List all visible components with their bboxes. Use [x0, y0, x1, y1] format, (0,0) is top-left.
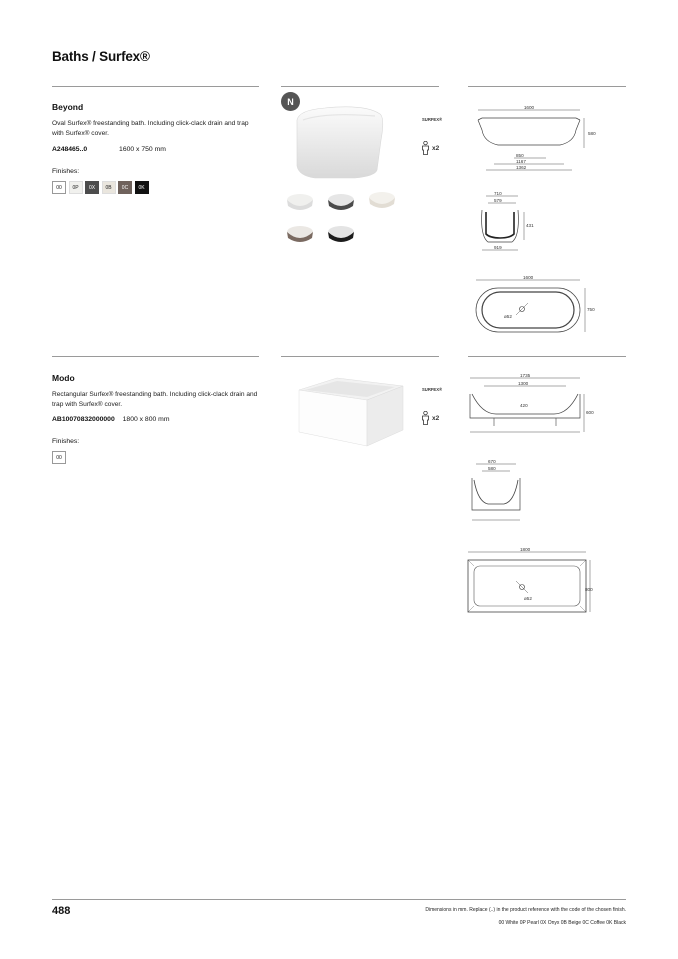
divider: [468, 356, 626, 357]
dim-top-drain: ø52: [504, 314, 512, 319]
capacity-indicator: [421, 411, 439, 425]
capacity-indicator: [421, 141, 439, 155]
product-description: Oval Surfex® freestanding bath. Including click-clack drain and trap with Surfex® cover.: [52, 120, 249, 137]
material-label: SURFEX®: [422, 387, 443, 392]
finish-swatch-pearl: 0P: [69, 181, 83, 194]
dim-top-length: 1600: [523, 275, 534, 280]
product-name: Beyond: [52, 102, 84, 112]
dim-side-base: 919: [494, 245, 502, 250]
dim-side-w2: 579: [494, 198, 502, 203]
product-reference: AB10070832000000: [52, 416, 115, 423]
product-size: 1800 x 800 mm: [122, 416, 170, 423]
finish-swatch-white: 00: [52, 451, 66, 464]
finish-swatch-beige: 0B: [102, 181, 116, 194]
modo-product-photo: [295, 372, 407, 450]
divider: [52, 356, 259, 357]
capacity-count: x2: [432, 414, 440, 422]
divider: [52, 86, 259, 87]
dim-side-w2: 580: [488, 466, 496, 471]
person-icon: [421, 411, 430, 425]
dim-side-height: 431: [526, 223, 534, 228]
dim-top-width: 800: [585, 587, 593, 592]
finish-legend: 00 White 0P Pearl 0X Onyx 0B Beige 0C Coffee 0K Black: [498, 920, 626, 926]
divider: [281, 86, 439, 87]
dim-front-d3: 1362: [516, 165, 527, 170]
finishes-label: Finishes:: [52, 438, 80, 445]
product-description: Rectangular Surfex® freestanding bath. Including click-clack drain and trap with Surfex® cover.: [52, 391, 258, 408]
finish-swatch-coffee: 0C: [118, 181, 132, 194]
modo-technical-drawing: [464, 370, 598, 620]
footer-divider: [52, 899, 626, 900]
dim-front-height: 600: [586, 410, 594, 415]
product-reference-row: [52, 146, 166, 153]
person-icon: [421, 141, 430, 155]
dim-side-w1: 670: [488, 459, 496, 464]
finish-swatch-black: 0K: [135, 181, 149, 194]
dim-front-d2: 1167: [516, 159, 526, 164]
dim-front-total: 1735: [520, 373, 531, 378]
dim-side-w1: 710: [494, 191, 502, 196]
dim-top-length: 1800: [520, 547, 531, 552]
product-size: 1600 x 750 mm: [119, 146, 166, 153]
dim-top-drain: ø52: [524, 596, 532, 601]
beyond-technical-drawing: [468, 100, 598, 340]
dim-front-height: 580: [588, 131, 596, 136]
product-name: Modo: [52, 373, 75, 383]
new-badge: N: [281, 92, 300, 111]
finish-swatches: [52, 451, 66, 464]
dim-front-d1: 850: [516, 153, 524, 158]
dim-front-total: 1600: [523, 105, 535, 110]
dim-front-mid: 420: [520, 403, 528, 408]
dim-top-width: 750: [587, 307, 595, 312]
page-title: Baths / Surfex®: [52, 49, 150, 64]
finishes-label: Finishes:: [52, 168, 80, 175]
beyond-product-photo: [285, 100, 410, 250]
finish-swatch-white: 00: [52, 181, 66, 194]
page-number: 488: [52, 905, 71, 917]
capacity-count: x2: [432, 144, 440, 152]
divider: [281, 356, 439, 357]
finish-swatch-onyx: 0X: [85, 181, 99, 194]
footer-note: Dimensions in mm. Replace (..) in the product reference with the code of the chosen finish.: [425, 907, 626, 913]
product-reference: A248465..0: [52, 146, 88, 153]
product-reference-row: [52, 416, 170, 423]
material-label: SURFEX®: [422, 117, 443, 122]
finish-swatches: [52, 181, 149, 194]
divider: [468, 86, 626, 87]
dim-front-inner: 1300: [518, 381, 529, 386]
